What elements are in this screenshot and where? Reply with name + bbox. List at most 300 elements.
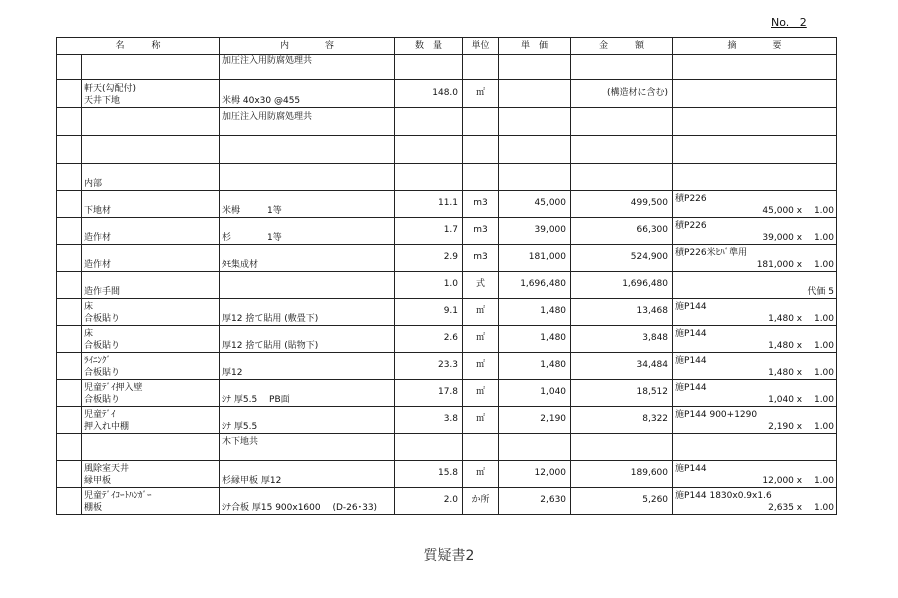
unit-price-cell: [499, 80, 571, 108]
row-margin-cell: [57, 488, 82, 515]
quantity-cell-value: 3.8: [443, 414, 459, 424]
content-line: 厚12: [222, 368, 243, 378]
name-cell: [82, 191, 220, 218]
quantity-cell: [395, 380, 463, 407]
table-row: [57, 218, 837, 245]
table-row: [57, 272, 837, 299]
header-amount: 金 額: [571, 38, 673, 55]
unit-price-cell-value: 2,630: [540, 495, 567, 505]
unit-cell-value: m3: [473, 252, 488, 262]
remarks-line: [675, 123, 834, 135]
quantity-cell-value: 2.9: [443, 252, 459, 262]
remarks-cell: [673, 488, 837, 515]
remarks-line: 施P144: [675, 383, 707, 393]
content-line: [222, 139, 392, 151]
header-row: [57, 38, 837, 55]
unit-cell: [463, 353, 499, 380]
row-margin-cell: [57, 55, 82, 80]
content-line: [222, 123, 392, 135]
content-line: [222, 247, 392, 259]
unit-price-cell: [499, 299, 571, 326]
remarks-line: 積P226米ﾋﾊﾞ準用: [675, 248, 748, 258]
unit-cell: [463, 488, 499, 515]
amount-cell-value: [573, 127, 668, 135]
remarks-cell: [673, 353, 837, 380]
content-line: ｼﾅ 厚5.5 PB面: [222, 395, 290, 405]
content-line: 加圧注入用防腐処理共: [222, 56, 313, 66]
unit-cell-value: [465, 182, 496, 190]
remarks-line: 1,480 x 1.00: [768, 314, 835, 324]
unit-price-cell-value: 45,000: [534, 198, 567, 208]
name-line: 軒天(勾配付): [84, 84, 137, 94]
header-unit: 単位: [463, 38, 499, 55]
remarks-line: 施P144 900+1290: [675, 410, 758, 420]
quantity-cell-value: [397, 452, 458, 460]
header-quantity: 数 量: [395, 38, 463, 55]
quantity-cell: [395, 272, 463, 299]
amount-cell: [571, 326, 673, 353]
amount-cell: [571, 353, 673, 380]
name-line: 児童ﾃﾞｲｺｰﾄﾊﾝｶﾞｰ: [84, 491, 152, 501]
content-cell: [220, 80, 395, 108]
remarks-cell: [673, 326, 837, 353]
quantity-cell-value: 1.0: [443, 279, 459, 289]
name-line: 児童ﾃﾞｲ: [84, 410, 116, 420]
content-cell: [220, 55, 395, 80]
row-margin-cell: [57, 461, 82, 488]
content-line: [222, 328, 392, 340]
amount-cell: [571, 461, 673, 488]
content-cell: [220, 218, 395, 245]
quantity-cell-value: 9.1: [443, 306, 459, 316]
table-row: [57, 80, 837, 108]
name-cell: [82, 80, 220, 108]
name-line: 棚板: [84, 503, 103, 513]
name-line: [84, 123, 217, 135]
unit-cell: [463, 80, 499, 108]
remarks-line: [675, 151, 834, 163]
table-row: [57, 488, 837, 515]
quantity-cell: [395, 218, 463, 245]
quantity-cell-value: [397, 127, 458, 135]
unit-cell-value: か所: [471, 495, 490, 505]
name-line: [84, 139, 217, 151]
quantity-cell: [395, 461, 463, 488]
unit-price-cell: [499, 434, 571, 461]
unit-price-cell: [499, 461, 571, 488]
remarks-line: 施P144: [675, 329, 707, 339]
quantity-cell-value: [397, 155, 458, 163]
quantity-cell: [395, 326, 463, 353]
name-line: 造作材: [84, 260, 112, 270]
content-line: [222, 151, 392, 163]
remarks-line: [675, 111, 834, 123]
name-line: 児童ﾃﾞｲ押入壁: [84, 383, 143, 393]
amount-cell: [571, 407, 673, 434]
remarks-line: 39,000 x 1.00: [762, 233, 835, 243]
content-cell: [220, 191, 395, 218]
content-cell: [220, 488, 395, 515]
unit-price-cell: [499, 245, 571, 272]
content-cell: [220, 407, 395, 434]
unit-cell-value: ㎡: [476, 360, 486, 370]
table-row: [57, 461, 837, 488]
quantity-cell-value: 1.7: [443, 225, 459, 235]
table-row: [57, 434, 837, 461]
row-margin-cell: [57, 136, 82, 164]
quantity-cell: [395, 80, 463, 108]
unit-cell: [463, 164, 499, 191]
name-line: 内部: [84, 179, 103, 189]
content-line: 厚12 捨て貼用 (敷畳下): [222, 314, 319, 324]
remarks-line: 積P226: [675, 221, 707, 231]
remarks-cell: [673, 136, 837, 164]
unit-cell: [463, 272, 499, 299]
remarks-cell: [673, 434, 837, 461]
remarks-line: 積P226: [675, 194, 707, 204]
remarks-line: 1,480 x 1.00: [768, 368, 835, 378]
unit-price-cell-value: [501, 155, 566, 163]
quantity-cell-value: [397, 71, 458, 79]
amount-cell-value: (構造材に含む): [606, 88, 669, 98]
content-line: [222, 166, 392, 178]
unit-price-cell-value: 1,480: [540, 333, 567, 343]
unit-cell: [463, 434, 499, 461]
amount-cell-value: 66,300: [636, 225, 669, 235]
row-margin-cell: [57, 407, 82, 434]
table-row: [57, 108, 837, 136]
name-line: [84, 193, 217, 205]
unit-price-cell: [499, 108, 571, 136]
content-line: [222, 178, 392, 190]
name-line: [84, 448, 217, 460]
quantity-cell-value: 15.8: [437, 468, 459, 478]
content-line: [222, 382, 392, 394]
remarks-cell: [673, 218, 837, 245]
name-line: 天井下地: [84, 96, 121, 106]
unit-cell-value: ㎡: [476, 333, 486, 343]
content-line: [222, 193, 392, 205]
name-line: [84, 151, 217, 163]
remarks-line: [675, 67, 834, 79]
name-line: 造作材: [84, 233, 112, 243]
remarks-line: [675, 274, 834, 286]
content-line: 杉 1等: [222, 233, 282, 243]
remarks-line: 181,000 x 1.00: [756, 260, 835, 270]
name-cell: [82, 245, 220, 272]
unit-price-cell-value: 1,480: [540, 306, 567, 316]
unit-price-cell-value: [501, 182, 566, 190]
unit-price-cell: [499, 488, 571, 515]
remarks-cell: [673, 164, 837, 191]
remarks-line: [675, 448, 834, 460]
content-line: ﾀﾓ集成材: [222, 260, 259, 270]
name-line: [84, 67, 217, 79]
quantity-cell: [395, 191, 463, 218]
name-line: 縁甲板: [84, 476, 112, 486]
amount-cell: [571, 272, 673, 299]
unit-cell-value: [465, 71, 496, 79]
remarks-line: 2,190 x 1.00: [768, 422, 835, 432]
unit-price-cell-value: [501, 71, 566, 79]
unit-cell: [463, 191, 499, 218]
remarks-cell: [673, 80, 837, 108]
row-margin-cell: [57, 326, 82, 353]
header-remarks: 摘 要: [673, 38, 837, 55]
unit-price-cell: [499, 380, 571, 407]
name-cell: [82, 218, 220, 245]
quantity-cell: [395, 434, 463, 461]
table-row: [57, 164, 837, 191]
content-cell: [220, 164, 395, 191]
quantity-cell: [395, 407, 463, 434]
amount-cell-value: 1,696,480: [622, 279, 669, 289]
name-line: 風除室天井: [84, 464, 130, 474]
unit-price-cell-value: 1,040: [540, 387, 567, 397]
content-cell: [220, 461, 395, 488]
unit-price-cell-value: 181,000: [528, 252, 567, 262]
row-margin-cell: [57, 272, 82, 299]
table-row: [57, 136, 837, 164]
unit-price-cell: [499, 407, 571, 434]
name-cell: [82, 380, 220, 407]
amount-cell: [571, 108, 673, 136]
content-line: 杉縁甲板 厚12: [222, 476, 282, 486]
remarks-cell: [673, 272, 837, 299]
row-margin-cell: [57, 80, 82, 108]
content-cell: [220, 326, 395, 353]
content-line: [222, 67, 392, 79]
quantity-cell-value: [397, 182, 458, 190]
amount-cell-value: 189,600: [630, 468, 669, 478]
table-row: [57, 299, 837, 326]
name-line: 造作手間: [84, 287, 121, 297]
amount-cell-value: [573, 71, 668, 79]
name-line: [84, 247, 217, 259]
unit-price-cell: [499, 55, 571, 80]
quantity-cell-value: 11.1: [437, 198, 459, 208]
name-line: [84, 274, 217, 286]
name-line: [84, 166, 217, 178]
quantity-cell: [395, 108, 463, 136]
unit-cell-value: ㎡: [476, 468, 486, 478]
name-cell: [82, 326, 220, 353]
remarks-cell: [673, 407, 837, 434]
amount-cell-value: [573, 155, 668, 163]
content-line: 米栂 40x30 @455: [222, 96, 301, 106]
remarks-cell: [673, 191, 837, 218]
content-line: [222, 220, 392, 232]
content-cell: [220, 272, 395, 299]
content-cell: [220, 108, 395, 136]
content-cell: [220, 353, 395, 380]
name-line: 合板貼り: [84, 314, 121, 324]
content-cell: [220, 380, 395, 407]
amount-cell-value: 524,900: [630, 252, 669, 262]
amount-cell: [571, 434, 673, 461]
row-margin-cell: [57, 434, 82, 461]
table-row: [57, 55, 837, 80]
unit-cell: [463, 218, 499, 245]
unit-price-cell: [499, 191, 571, 218]
unit-price-cell-value: [501, 452, 566, 460]
unit-cell-value: [465, 127, 496, 135]
name-line: 合板貼り: [84, 395, 121, 405]
content-line: [222, 409, 392, 421]
remarks-line: 施P144: [675, 356, 707, 366]
content-line: 厚12 捨て貼用 (貼物下): [222, 341, 319, 351]
row-margin-cell: [57, 299, 82, 326]
name-line: ﾗｲﾆﾝｸﾞ: [84, 356, 112, 366]
unit-cell: [463, 136, 499, 164]
amount-cell: [571, 380, 673, 407]
amount-cell-value: 34,484: [636, 360, 669, 370]
content-line: [222, 448, 392, 460]
unit-price-cell-value: 1,480: [540, 360, 567, 370]
remarks-cell: [673, 55, 837, 80]
name-cell: [82, 299, 220, 326]
amount-cell-value: 8,322: [642, 414, 669, 424]
content-line: 米栂 1等: [222, 206, 282, 216]
name-line: 床: [84, 302, 94, 312]
content-line: [222, 463, 392, 475]
unit-cell-value: 式: [476, 279, 486, 289]
remarks-line: [675, 55, 834, 67]
remarks-line: [675, 436, 834, 448]
amount-cell-value: [573, 182, 668, 190]
unit-cell-value: ㎡: [476, 387, 486, 397]
unit-cell-value: [465, 452, 496, 460]
table-row: [57, 407, 837, 434]
unit-cell: [463, 299, 499, 326]
quantity-cell-value: 2.0: [443, 495, 459, 505]
table-row: [57, 380, 837, 407]
estimate-table: [56, 37, 837, 515]
remarks-line: 施P144 1830x0.9x1.6: [675, 491, 772, 501]
table-row: [57, 191, 837, 218]
table-row: [57, 326, 837, 353]
row-margin-cell: [57, 218, 82, 245]
name-cell: [82, 407, 220, 434]
remarks-cell: [673, 108, 837, 136]
remarks-cell: [673, 299, 837, 326]
unit-cell-value: ㎡: [476, 88, 486, 98]
name-line: [84, 220, 217, 232]
name-line: [84, 55, 217, 67]
header-name: 名 称: [57, 38, 220, 55]
amount-cell: [571, 299, 673, 326]
unit-price-cell: [499, 218, 571, 245]
unit-price-cell: [499, 164, 571, 191]
content-cell: [220, 434, 395, 461]
row-margin-cell: [57, 108, 82, 136]
unit-price-cell-value: 2,190: [540, 414, 567, 424]
remarks-line: 代価 5: [807, 287, 835, 297]
remarks-line: 施P144: [675, 302, 707, 312]
remarks-line: [675, 178, 834, 190]
remarks-line: 2,635 x 1.00: [768, 503, 835, 513]
amount-cell: [571, 55, 673, 80]
amount-cell: [571, 136, 673, 164]
quantity-cell: [395, 299, 463, 326]
name-line: [84, 111, 217, 123]
content-line: [222, 301, 392, 313]
content-line: [222, 274, 392, 286]
unit-cell-value: m3: [473, 225, 488, 235]
quantity-cell-value: 2.6: [443, 333, 459, 343]
remarks-line: 1,040 x 1.00: [768, 395, 835, 405]
unit-cell-value: [465, 155, 496, 163]
name-line: 下地材: [84, 206, 112, 216]
remarks-line: [675, 166, 834, 178]
unit-price-cell: [499, 353, 571, 380]
name-cell: [82, 461, 220, 488]
header-content: 内 容: [220, 38, 395, 55]
amount-cell-value: 18,512: [636, 387, 669, 397]
quantity-cell: [395, 488, 463, 515]
remarks-line: [675, 95, 834, 107]
name-cell: [82, 136, 220, 164]
quantity-cell: [395, 55, 463, 80]
page-number: No. 2: [771, 16, 807, 29]
remarks-cell: [673, 461, 837, 488]
row-margin-cell: [57, 353, 82, 380]
amount-cell-value: [573, 452, 668, 460]
amount-cell: [571, 488, 673, 515]
unit-cell: [463, 326, 499, 353]
quantity-cell: [395, 245, 463, 272]
quantity-cell-value: 23.3: [437, 360, 459, 370]
quantity-cell: [395, 164, 463, 191]
content-line: 木下地共: [222, 437, 259, 447]
unit-price-cell: [499, 272, 571, 299]
quantity-cell: [395, 353, 463, 380]
content-line: ｼﾅ 厚5.5: [222, 422, 258, 432]
name-line: 押入れ中棚: [84, 422, 130, 432]
amount-cell-value: 5,260: [642, 495, 669, 505]
content-line: [222, 83, 392, 95]
name-cell: [82, 108, 220, 136]
unit-cell-value: m3: [473, 198, 488, 208]
unit-cell: [463, 245, 499, 272]
amount-cell: [571, 218, 673, 245]
name-line: 床: [84, 329, 94, 339]
amount-cell-value: 3,848: [642, 333, 669, 343]
remarks-line: 45,000 x 1.00: [762, 206, 835, 216]
content-cell: [220, 299, 395, 326]
amount-cell-value: 499,500: [630, 198, 669, 208]
quantity-cell-value: 17.8: [437, 387, 459, 397]
row-margin-cell: [57, 380, 82, 407]
document-caption: 質疑書2: [423, 548, 475, 564]
unit-cell: [463, 461, 499, 488]
unit-price-cell-value: 1,696,480: [520, 279, 567, 289]
remarks-line: 施P144: [675, 464, 707, 474]
remarks-line: 1,480 x 1.00: [768, 341, 835, 351]
name-cell: [82, 272, 220, 299]
content-line: [222, 355, 392, 367]
unit-cell: [463, 55, 499, 80]
row-margin-cell: [57, 245, 82, 272]
content-line: [222, 286, 392, 298]
unit-cell: [463, 380, 499, 407]
quantity-cell: [395, 136, 463, 164]
amount-cell: [571, 245, 673, 272]
name-cell: [82, 55, 220, 80]
unit-price-cell: [499, 136, 571, 164]
table-row: [57, 353, 837, 380]
header-unit-price: 単 価: [499, 38, 571, 55]
